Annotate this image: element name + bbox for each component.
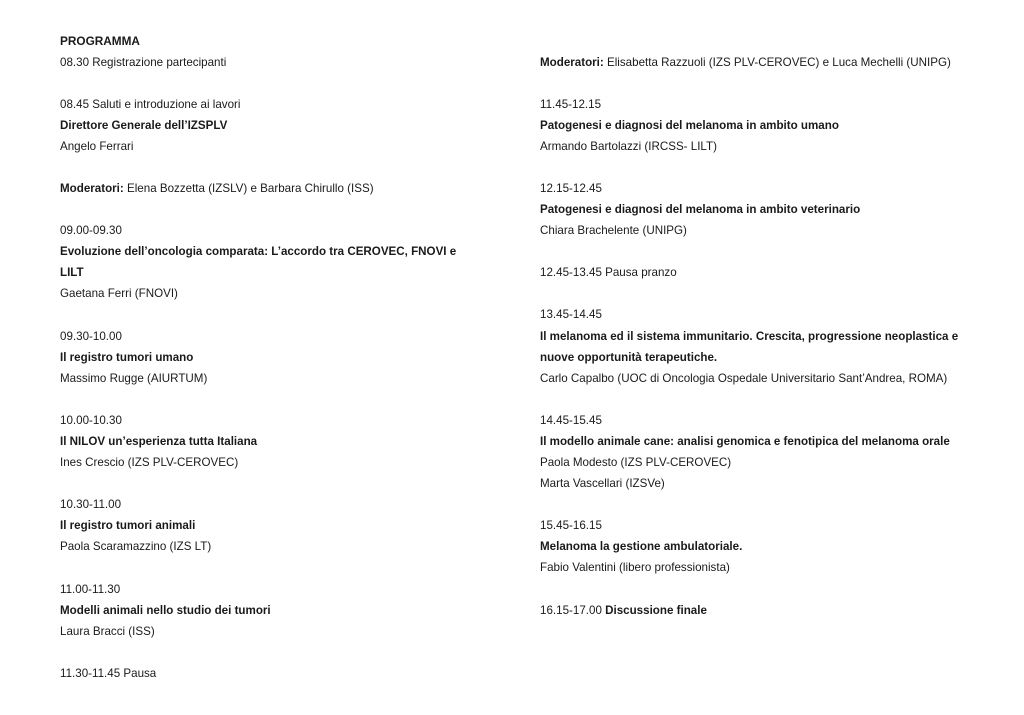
moderators-label: Moderatori: — [540, 56, 604, 69]
program-title: PROGRAMMA — [60, 34, 140, 48]
session-time: 10.30-11.00 — [60, 498, 122, 511]
session-speaker: Marta Vascellari (IZSVe) — [540, 477, 665, 490]
session-title: Il registro tumori animali — [60, 519, 196, 532]
final-title: Discussione finale — [601, 604, 707, 617]
opening-line: 08.45 Saluti e introduzione ai lavori — [60, 98, 241, 111]
final-discussion-line — [540, 603, 707, 618]
break-line: 11.30-11.45 Pausa — [60, 667, 157, 680]
session-speaker: Carlo Capalbo (UOC di Oncologia Ospedale Universitario Sant’Andrea, ROMA) — [540, 372, 948, 385]
session-time: 14.45-15.45 — [540, 414, 602, 427]
final-time: 16.15-17.00 — [540, 604, 602, 617]
moderators-names: Elisabetta Razzuoli (IZS PLV-CEROVEC) e Luca Mechelli (UNIPG) — [603, 56, 951, 69]
session-speaker: Ines Crescio (IZS PLV-CEROVEC) — [60, 456, 239, 469]
session-title: Il registro tumori umano — [60, 351, 194, 364]
session-speaker: Chiara Brachelente (UNIPG) — [540, 224, 687, 237]
session-speaker: Armando Bartolazzi (IRCSS- LILT) — [540, 140, 717, 153]
session-title: Il modello animale cane: analisi genomica e fenotipica del melanoma orale — [540, 435, 950, 448]
session-speaker: Gaetana Ferri (FNOVI) — [60, 287, 178, 300]
session-title-cont: nuove opportunità terapeutiche. — [540, 351, 718, 364]
registration-line: 08.30 Registrazione partecipanti — [60, 56, 227, 69]
director-name: Angelo Ferrari — [60, 140, 134, 153]
moderators-line-right — [540, 55, 951, 70]
session-speaker: Paola Scaramazzino (IZS LT) — [60, 540, 212, 553]
session-time: 11.45-12.15 — [540, 98, 602, 111]
session-time: 12.15-12.45 — [540, 182, 602, 195]
session-time: 09.00-09.30 — [60, 224, 122, 237]
director-title: Direttore Generale dell’IZSPLV — [60, 119, 228, 132]
session-time: 10.00-10.30 — [60, 414, 122, 427]
moderators-line-left — [60, 181, 374, 196]
session-title-cont: LILT — [60, 266, 84, 279]
session-speaker: Massimo Rugge (AIURTUM) — [60, 372, 208, 385]
session-title: Il melanoma ed il sistema immunitario. Crescita, progressione neoplastica e — [540, 330, 959, 343]
session-title: Il NILOV un’esperienza tutta Italiana — [60, 435, 258, 448]
session-time: 09.30-10.00 — [60, 330, 122, 343]
session-speaker: Laura Bracci (ISS) — [60, 625, 155, 638]
session-title: Modelli animali nello studio dei tumori — [60, 604, 271, 617]
session-time: 13.45-14.45 — [540, 308, 602, 321]
moderators-label: Moderatori: — [60, 182, 124, 195]
session-title: Patogenesi e diagnosi del melanoma in ambito umano — [540, 119, 839, 132]
session-title: Patogenesi e diagnosi del melanoma in ambito veterinario — [540, 203, 861, 216]
session-speaker: Fabio Valentini (libero professionista) — [540, 561, 730, 574]
session-time: 11.00-11.30 — [60, 583, 121, 596]
session-title: Evoluzione dell’oncologia comparata: L’accordo tra CEROVEC, FNOVI e — [60, 245, 457, 258]
session-title: Melanoma la gestione ambulatoriale. — [540, 540, 743, 553]
lunch-line: 12.45-13.45 Pausa pranzo — [540, 266, 677, 279]
session-speaker: Paola Modesto (IZS PLV-CEROVEC) — [540, 456, 732, 469]
moderators-names: Elena Bozzetta (IZSLV) e Barbara Chirullo (ISS) — [123, 182, 374, 195]
session-time: 15.45-16.15 — [540, 519, 602, 532]
